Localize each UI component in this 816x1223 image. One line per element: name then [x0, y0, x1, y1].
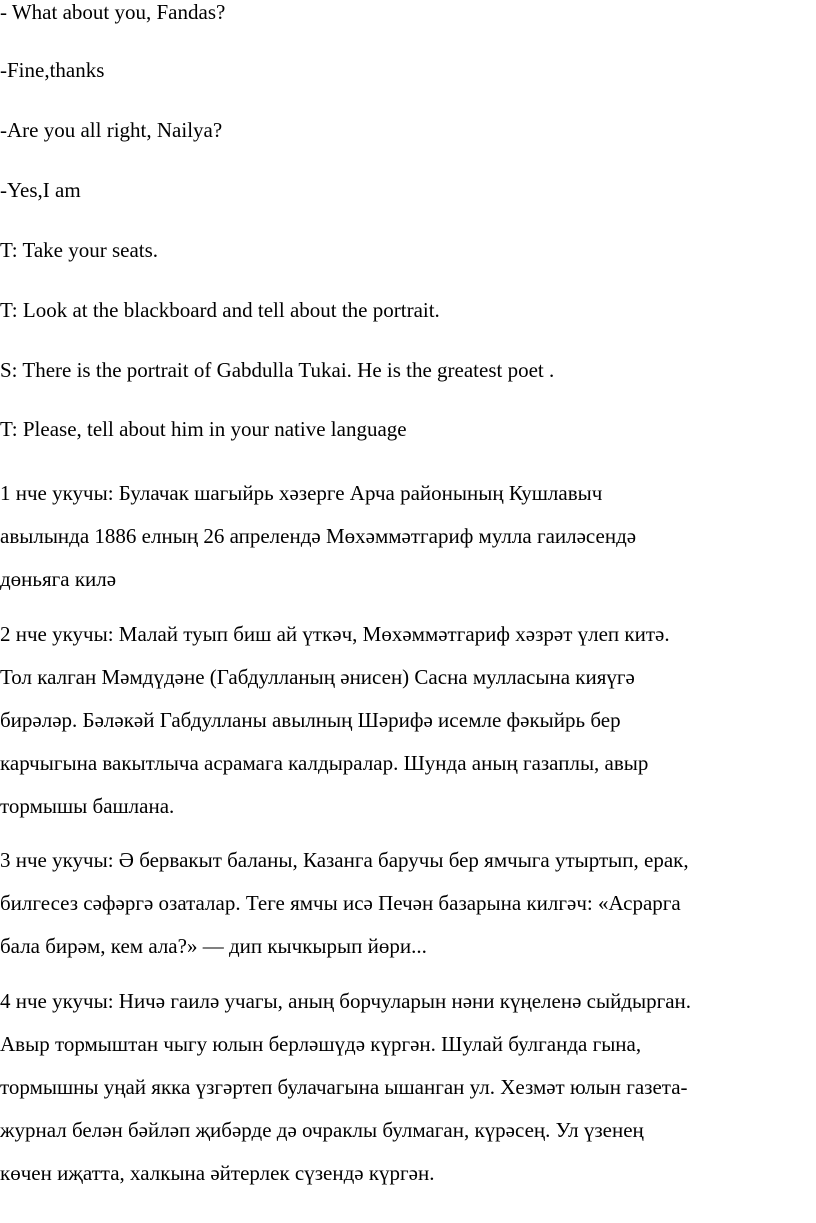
student-2-line-4: карчыгына вакытлыча асрамага калдыралар. Шунда аның газаплы, авыр	[0, 751, 649, 775]
student-4-line-3: тормышны уңай якка үзгәртеп булачагына ышанган ул. Хезмәт юлын газета-	[0, 1075, 688, 1099]
student-2-line-1: 2 нче укучы: Малай туып биш ай үткәч, Мөхәммәтгариф хәзрәт үлеп китә.	[0, 622, 670, 646]
student-2-paragraph	[0, 613, 670, 828]
dialogue-line-4: -Yes,I am	[0, 178, 81, 202]
dialogue-line-7: S: There is the portrait of Gabdulla Tukai. He is the greatest poet .	[0, 358, 555, 382]
student-2-line-2: Тол калган Мәмдүдәне (Габдулланың әнисен) Сасна мулласына кияүгә	[0, 665, 635, 689]
student-1-paragraph	[0, 472, 636, 601]
student-1-line-1: 1 нче укучы: Булачак шагыйрь хәзерге Арча районының Кушлавыч	[0, 481, 603, 505]
student-3-paragraph	[0, 839, 689, 968]
student-4-line-2: Авыр тормыштан чыгу юлын берләшүдә күргән. Шулай булганда гына,	[0, 1032, 642, 1056]
student-1-line-2: авылында 1886 елның 26 апрелендә Мөхәммәтгариф мулла гаиләсендә	[0, 524, 637, 548]
student-3-line-2: билгесез сәфәргә озаталар. Теге ямчы исә Печән базарына килгәч: «Асрарга	[0, 891, 681, 915]
dialogue-line-8: T: Please, tell about him in your native language	[0, 417, 407, 441]
student-2-line-5: тормышы башлана.	[0, 794, 175, 818]
dialogue-line-2: -Fine,thanks	[0, 58, 105, 82]
student-2-line-3: бирәләр. Бәләкәй Габдулланы авылның Шәрифә исемле фәкыйрь бер	[0, 708, 621, 732]
student-1-line-3: дөньяга килә	[0, 567, 117, 591]
student-4-line-5: көчен иҗатта, халкына әйтерлек сүзендә күргән.	[0, 1161, 435, 1185]
student-3-line-3: бала бирәм, кем ала?» — дип кычкырып йөри...	[0, 934, 427, 958]
dialogue-line-1: - What about you, Fandas?	[0, 0, 226, 24]
student-4-line-4: журнал белән бәйләп җибәрде дә очраклы булмаган, күрәсең. Ул үзенең	[0, 1118, 644, 1142]
dialogue-line-6: T: Look at the blackboard and tell about the portrait.	[0, 298, 440, 322]
dialogue-line-3: -Are you all right, Nailya?	[0, 118, 223, 142]
student-4-paragraph	[0, 980, 691, 1195]
student-3-line-1: 3 нче укучы: Ә бервакыт баланы, Казанга баручы бер ямчыга утыртып, ерак,	[0, 848, 689, 872]
dialogue-line-5: T: Take your seats.	[0, 238, 159, 262]
student-4-line-1: 4 нче укучы: Ничә гаилә учагы, аның борчуларын нәни күңеленә сыйдырган.	[0, 989, 692, 1013]
